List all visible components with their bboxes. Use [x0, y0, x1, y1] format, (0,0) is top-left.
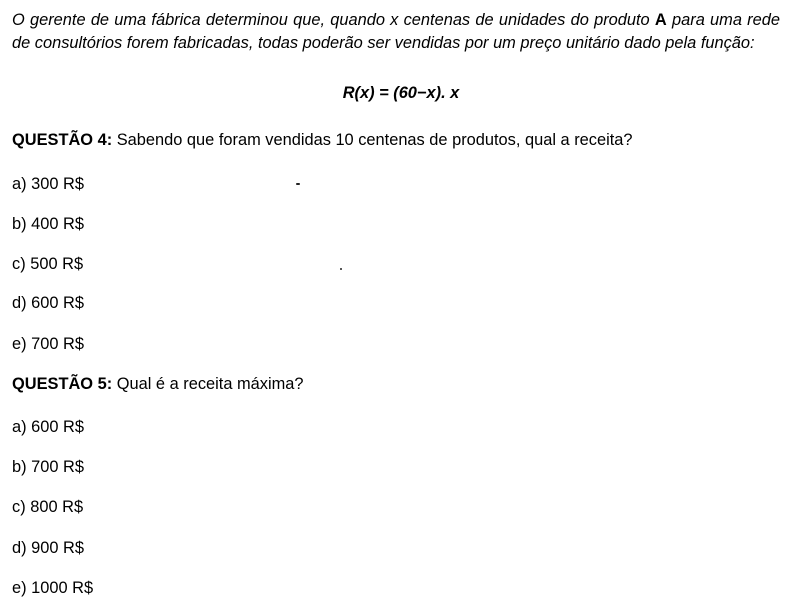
product-letter: A — [654, 11, 667, 29]
question-4-option-b: b) 400 R$ — [12, 215, 84, 233]
question-5-option-b: b) 700 R$ — [12, 458, 84, 476]
question-5-text: Qual é a receita máxima? — [112, 375, 304, 393]
question-5-option-c: c) 800 R$ — [12, 498, 84, 516]
question-4-label: QUESTÃO 4: — [12, 131, 113, 149]
scan-speck — [340, 268, 342, 270]
question-4 — [12, 129, 633, 151]
question-4-option-c: c) 500 R$ — [12, 255, 84, 273]
question-4-option-d: d) 600 R$ — [12, 294, 84, 312]
intro-text-after: para uma rede de consultórios forem fabricadas, todas poderão ser vendidas por um preço unitário dado pela função: — [12, 11, 780, 52]
intro-text-before: O gerente de uma fábrica determinou que, quando x centenas de unidades do produto — [12, 11, 655, 29]
scan-speck — [296, 183, 300, 185]
question-4-option-a: a) 300 R$ — [12, 175, 84, 193]
question-5-option-e: e) 1000 R$ — [12, 579, 94, 597]
question-4-text: Sabendo que foram vendidas 10 centenas de produtos, qual a receita? — [112, 131, 633, 149]
revenue-formula: R(x) = (60−x). x — [342, 84, 460, 102]
question-5-option-d: d) 900 R$ — [12, 539, 84, 557]
question-5-option-a: a) 600 R$ — [12, 418, 84, 436]
problem-statement — [12, 9, 780, 55]
question-5-label: QUESTÃO 5: — [12, 375, 113, 393]
question-5 — [12, 373, 304, 395]
question-4-option-e: e) 700 R$ — [12, 335, 84, 353]
